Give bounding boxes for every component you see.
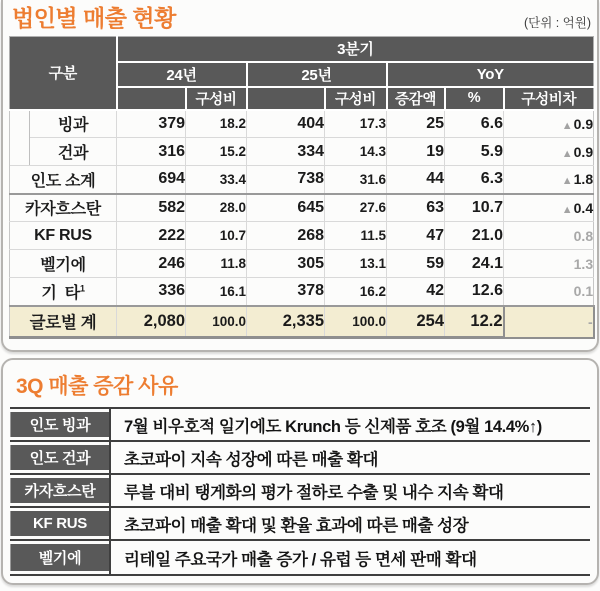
diff-value: 1.8 — [573, 171, 594, 188]
table-row-global-total — [10, 306, 594, 338]
row-label: 인도 소계 — [10, 166, 117, 194]
cell-c25: 17.3 — [325, 110, 387, 138]
cell-v24: 222 — [117, 222, 186, 250]
cell-c25: 14.3 — [325, 138, 387, 166]
reason-label: 인도 빙과 — [10, 412, 109, 437]
row-label: 벨기에 — [10, 250, 117, 278]
cell-c24: 16.1 — [186, 278, 247, 306]
diff-value: 0.9 — [573, 115, 594, 132]
diff-value: 1.3 — [573, 255, 594, 272]
col-header-quarter: 3분기 — [117, 37, 594, 62]
cell-diff — [504, 110, 594, 138]
cell-pct: 24.1 — [445, 250, 504, 278]
cell-diff — [504, 194, 594, 222]
reasons-title: 3Q 매출 증감 사유 — [16, 375, 178, 398]
col-header-percent: % — [445, 87, 504, 110]
reason-text: 7월 비우호적 일기에도 Krunch 등 신제품 호조 (9월 14.4%↑) — [109, 409, 590, 440]
cell-delta: 47 — [387, 222, 445, 250]
table-row-india-subtotal — [10, 166, 594, 194]
cell-c24: 11.8 — [186, 250, 247, 278]
col-header-year24: 24년 — [117, 62, 247, 87]
table-row-kfrus — [10, 222, 594, 250]
row-label-text: 기 타 — [41, 284, 80, 302]
cell-v25: 268 — [247, 222, 325, 250]
cell-delta: 25 — [387, 110, 445, 138]
sales-header-row — [7, 0, 593, 36]
cell-delta: 19 — [387, 138, 445, 166]
indent-cell — [10, 110, 30, 138]
cell-pct: 6.6 — [445, 110, 504, 138]
table-row-others — [10, 278, 594, 306]
row-label: 카자흐스탄 — [10, 194, 117, 222]
row-label: 건과 — [30, 138, 117, 166]
diff-value: 0.4 — [573, 199, 594, 216]
cell-v25: 378 — [247, 278, 325, 306]
col-header-yoy: YoY — [387, 62, 594, 87]
row-label — [10, 278, 117, 306]
reason-row-india-bingwa — [10, 409, 590, 442]
cell-delta: 44 — [387, 166, 445, 194]
cell-pct: 10.7 — [445, 194, 504, 222]
cell-c24: 18.2 — [186, 110, 247, 138]
cell-c25: 100.0 — [325, 306, 387, 338]
col-header-year25: 25년 — [247, 62, 387, 87]
sales-table — [9, 36, 595, 339]
up-triangle-icon: ▲ — [561, 147, 573, 160]
cell-v24: 336 — [117, 278, 186, 306]
reason-row-belgium — [10, 541, 590, 574]
cell-pct: 21.0 — [445, 222, 504, 250]
cell-delta: 42 — [387, 278, 445, 306]
cell-v24: 246 — [117, 250, 186, 278]
reasons-section-card — [1, 358, 599, 585]
up-triangle-icon: ▲ — [561, 175, 573, 188]
reason-text: 리테일 주요국가 매출 증가 / 유럽 등 면세 판매 확대 — [109, 541, 590, 574]
up-triangle-icon: ▲ — [561, 119, 573, 132]
reason-text: 초코파이 지속 성장에 따른 매출 확대 — [109, 442, 590, 473]
col-header-gubun: 구분 — [10, 37, 117, 110]
cell-delta: 63 — [387, 194, 445, 222]
cell-pct: 6.3 — [445, 166, 504, 194]
reason-label: 카자흐스탄 — [10, 478, 109, 503]
cell-pct: 12.6 — [445, 278, 504, 306]
up-triangle-icon: ▲ — [561, 203, 573, 216]
cell-diff: - — [504, 306, 594, 338]
table-row-bingwa — [10, 110, 594, 138]
cell-v24: 2,080 — [117, 306, 186, 338]
cell-c25: 27.6 — [325, 194, 387, 222]
cell-c25: 16.2 — [325, 278, 387, 306]
diff-value: 0.9 — [573, 143, 594, 160]
row-label: 빙과 — [30, 110, 117, 138]
cell-v25: 334 — [247, 138, 325, 166]
cell-v25: 738 — [247, 166, 325, 194]
cell-diff — [504, 138, 594, 166]
diff-value: 0.8 — [573, 227, 594, 244]
cell-delta: 254 — [387, 306, 445, 338]
cell-v24: 316 — [117, 138, 186, 166]
cell-diff — [504, 222, 594, 250]
table-row-geongwa — [10, 138, 594, 166]
col-header-composition-24: 구성비 — [186, 87, 247, 110]
cell-diff — [504, 166, 594, 194]
reason-label: KF RUS — [10, 511, 109, 536]
page-title: 법인별 매출 현황 — [12, 5, 176, 31]
cell-diff — [504, 250, 594, 278]
col-header-empty-25 — [247, 87, 325, 110]
reason-text: 루블 대비 탱게화의 평가 절하로 수출 및 내수 지속 확대 — [109, 475, 590, 506]
cell-pct: 12.2 — [445, 306, 504, 338]
col-header-delta: 증감액 — [387, 87, 445, 110]
indent-cell — [10, 138, 30, 166]
cell-c25: 31.6 — [325, 166, 387, 194]
cell-diff — [504, 278, 594, 306]
cell-c24: 15.2 — [186, 138, 247, 166]
cell-v24: 379 — [117, 110, 186, 138]
col-header-composition-25: 구성비 — [325, 87, 387, 110]
reasons-table — [10, 407, 590, 576]
row-label: 글로벌 계 — [10, 306, 117, 338]
footnote-marker: 1 — [79, 283, 85, 294]
diff-value: 0.1 — [573, 283, 594, 300]
cell-c24: 10.7 — [186, 222, 247, 250]
cell-v25: 305 — [247, 250, 325, 278]
reason-row-india-geongwa — [10, 442, 590, 475]
cell-c25: 11.5 — [325, 222, 387, 250]
table-row-belgium — [10, 250, 594, 278]
cell-v25: 645 — [247, 194, 325, 222]
cell-v24: 582 — [117, 194, 186, 222]
row-label: KF RUS — [10, 222, 117, 250]
reason-text: 초코파이 매출 확대 및 환율 효과에 따른 매출 성장 — [109, 508, 590, 539]
cell-v25: 404 — [247, 110, 325, 138]
reason-row-kfrus — [10, 508, 590, 541]
cell-delta: 59 — [387, 250, 445, 278]
col-header-empty-24 — [117, 87, 186, 110]
cell-c25: 13.1 — [325, 250, 387, 278]
reason-row-kazakhstan — [10, 475, 590, 508]
cell-c24: 33.4 — [186, 166, 247, 194]
sales-section-card — [1, 0, 599, 352]
reason-label: 인도 건과 — [10, 445, 109, 470]
cell-v24: 694 — [117, 166, 186, 194]
cell-c24: 28.0 — [186, 194, 247, 222]
reason-label: 벨기에 — [10, 544, 109, 571]
table-row-kazakhstan — [10, 194, 594, 222]
unit-label: (단위 : 억원) — [523, 16, 591, 30]
col-header-composition-diff: 구성비차 — [504, 87, 594, 110]
cell-pct: 5.9 — [445, 138, 504, 166]
cell-v25: 2,335 — [247, 306, 325, 338]
header-row-1 — [10, 37, 594, 62]
cell-c24: 100.0 — [186, 306, 247, 338]
